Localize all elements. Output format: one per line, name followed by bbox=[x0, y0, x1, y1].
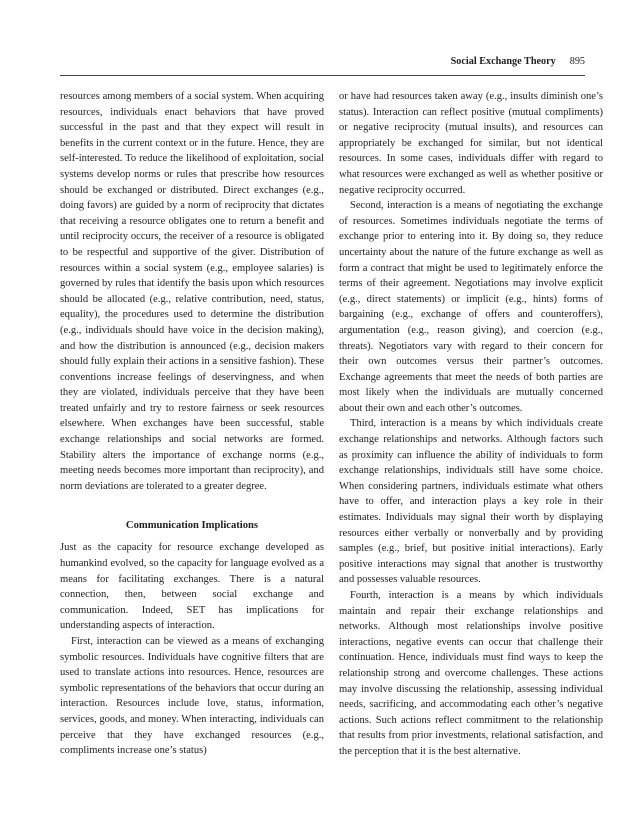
running-head bbox=[60, 56, 585, 68]
paragraph: resources among members of a social system. When acquiring resources, individuals enact behaviors that have proved successful in the past and that they expect will result in benefits in the current context or in the future. Hence, they are self-interested. To reduce the likelihood of exploitation, social systems develop norms or rules that prescribe how resources should be exchanged or distributed. Direct exchanges (e.g., doing favors) are guided by a norm of reciprocity that dictates that receiving a resource obligates one to return a benefit and until reciprocity occurs, the receiver of a resource is obligated to be respectful and supportive of the giver. Distribution of resources within a social system (e.g., employee salaries) is governed by rules that identify the basis upon which resources should be allocated (e.g., relative contribution, need, status, equality), the procedures used to determine the distribution (e.g., individuals should have voice in the decision making), and how the distribution is announced (e.g., decision makers should fully explain their actions in a sensitive fashion). These conventions increase feelings of deservingness, and when they are violated, individuals perceive that they have been treated unfairly and try to restore fairness or seek resources elsewhere. When exchanges have been successful, stable exchange relationships and social networks are formed. Stability alters the importance of exchange norms (e.g., meeting needs becomes more important than reciprocity), and norm deviations are tolerated to a greater degree. bbox=[60, 91, 325, 492]
paragraph: Third, interaction is a means by which individuals create exchange relationships and networks. Although factors such as proximity can influence the ability of individuals to form exchange relationships, individuals still have some choice. When considering partners, individuals estimate what others have to offer, and interaction plays a key role in their estimates. Individuals may signal their worth by displaying resources either verbally or nonverbally and by providing samples (e.g., brief, but positive initial interactions). Early positive interactions may signal that another is trustworthy and possesses valuable resources. bbox=[339, 418, 603, 586]
paragraph: First, interaction can be viewed as a means of exchanging symbolic resources. Individuals have cognitive filters that are used to translate actions into resources. Hence, resources are symbolic representations of the behaviors that occur during an interaction. Resources include love, status, information, services, goods, and money. When interacting, individuals can perceive that they have exchanged resources (e.g., compliments increase one’s status) bbox=[60, 636, 324, 757]
paragraph: Fourth, interaction is a means by which individuals maintain and repair their exchange relationships and networks. Although most relationships involve positive interactions, negative events can occur that challenge their continuation. Hence, individuals must find ways to keep the relationship strong and overcome challenges. These actions may involve discussing the relationship, assessing individual needs, sacrificing, and accommodating each other’s negative actions. Such actions reflect commitment to the relationship that results from prior investments, relational satisfaction, and the perception that it is the best alternative. bbox=[339, 590, 603, 757]
page-number: 895 bbox=[569, 56, 585, 67]
section-heading: Communication Implications bbox=[125, 520, 259, 532]
right-column bbox=[339, 89, 603, 760]
paragraph: or have had resources taken away (e.g., insults diminish one’s status). Interaction can reflect positive (mutual compliments) or negative reciprocity (mutual insults), and resources can appropriately be exchanged for similar, but not identical resources. In some cases, individuals differ with regard to what resources were exchanged as well as whether positive or negative reciprocity occurred. bbox=[339, 91, 603, 196]
paragraph: Just as the capacity for resource exchange developed as humankind evolved, so the capacity for language evolved as a means for facilitating exchanges. There is a natural connection, then, between social exchange and communication. Indeed, SET has implications for understanding aspects of interaction. bbox=[60, 542, 324, 632]
header-rule bbox=[60, 75, 585, 76]
paragraph: Second, interaction is a means of negotiating the exchange of resources. Sometimes individuals negotiate the terms of exchange prior to entering into it. By doing so, they reduce uncertainty about the nature of the future exchange as well as form a contract that might be used to legitimately enforce the terms of their agreement. Negotiations may involve explicit (e.g., direct statements) or implicit (e.g., hints) forms of bargaining (e.g., exchange of offers and counteroffers), argumentation (e.g., reason giving), and coercion (e.g., threats). Negotiators vary with regard to their concern for their own outcomes versus their partner’s outcomes. Exchange agreements that meet the needs of both parties are most likely when the individuals are mutually concerned about their own and each other’s outcomes. bbox=[339, 200, 603, 414]
running-title: Social Exchange Theory bbox=[450, 56, 556, 67]
left-column bbox=[60, 89, 324, 759]
